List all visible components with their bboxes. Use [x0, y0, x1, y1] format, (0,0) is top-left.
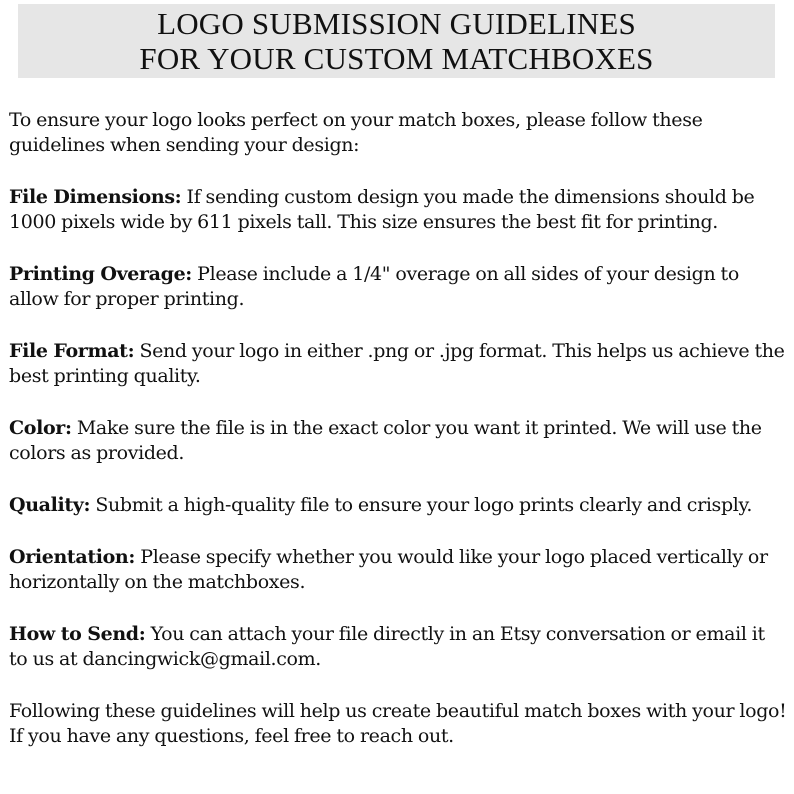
- guideline-file-format: [9, 339, 787, 389]
- guideline-text: Please include a 1/4" overage on all sides of your design to allow for proper printing.: [9, 263, 739, 310]
- guideline-text: Please specify whether you would like your logo placed vertically or horizontally on the matchboxes.: [9, 546, 768, 593]
- guideline-text: You can attach your file directly in an Etsy conversation or email it to us at dancingwick@gmail.com.: [9, 623, 765, 670]
- title-banner: [18, 4, 775, 78]
- closing-paragraph: Following these guidelines will help us create beautiful match boxes with your logo! If you have any questions, feel free to reach out.: [9, 700, 787, 747]
- guideline-label: Printing Overage:: [9, 263, 192, 285]
- intro-paragraph: To ensure your logo looks perfect on your match boxes, please follow these guidelines when sending your design:: [9, 109, 703, 156]
- guideline-file-dimensions: [9, 185, 787, 235]
- guideline-orientation: [9, 545, 787, 595]
- guideline-label: How to Send:: [9, 623, 146, 645]
- guideline-label: File Dimensions:: [9, 186, 182, 208]
- guideline-text: Send your logo in either .png or .jpg format. This helps us achieve the best printing quality.: [9, 340, 785, 387]
- guideline-label: Orientation:: [9, 546, 136, 568]
- guideline-label: File Format:: [9, 340, 135, 362]
- guideline-text: Submit a high-quality file to ensure your logo prints clearly and crisply.: [90, 494, 753, 516]
- guideline-label: Color:: [9, 417, 72, 439]
- guideline-how-to-send: [9, 622, 787, 672]
- guideline-label: Quality:: [9, 494, 91, 516]
- guideline-quality: [9, 493, 787, 518]
- page-title-line-1: LOGO SUBMISSION GUIDELINES: [157, 6, 636, 41]
- guideline-printing-overage: [9, 262, 787, 312]
- guideline-text: If sending custom design you made the dimensions should be 1000 pixels wide by 611 pixels tall. This size ensures the best fit for printing.: [9, 186, 755, 233]
- guideline-color: [9, 416, 787, 466]
- guideline-text: Make sure the file is in the exact color you want it printed. We will use the colors as provided.: [9, 417, 762, 464]
- page-title-line-2: FOR YOUR CUSTOM MATCHBOXES: [139, 41, 654, 76]
- guidelines-body: [9, 108, 787, 776]
